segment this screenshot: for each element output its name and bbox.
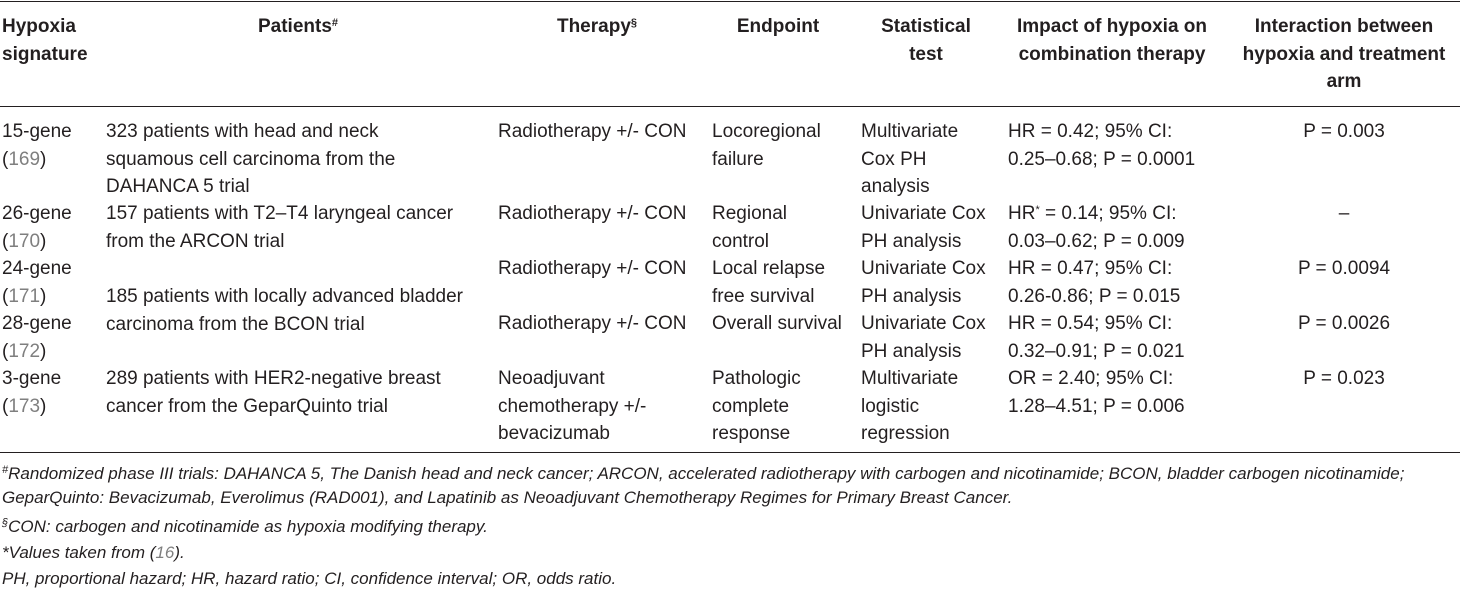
therapy-line: bevacizumab: [498, 423, 610, 444]
table-row-1-patients: [106, 118, 494, 201]
test-line: Cox PH: [861, 148, 927, 170]
header-interaction-line2: hypoxia and treatment: [1242, 43, 1446, 65]
interaction-value: –: [1338, 203, 1350, 224]
header-impact-line1: Impact of hypoxia on: [1016, 16, 1208, 37]
table-row-3-impact: [1008, 255, 1228, 310]
footnote-text: CON: carbogen and nicotinamide as hypoxia modifying therapy.: [8, 517, 488, 536]
signature-ref: (173): [2, 395, 47, 417]
table-row-4-therapy: [498, 310, 704, 338]
signature-ref-link[interactable]: 172: [8, 340, 41, 362]
table-bottom-rule: [0, 452, 1460, 453]
endpoint-line: failure: [712, 148, 764, 170]
endpoint-line: complete: [712, 395, 790, 417]
patients-line: cancer from the GeparQuinto trial: [106, 395, 388, 417]
table-row-5-endpoint: [712, 365, 854, 448]
table-row-5-interaction: [1228, 365, 1460, 393]
patients-line: DAHANCA 5 trial: [106, 176, 250, 197]
table-row-5-test: [861, 365, 1001, 448]
table-row-2-interaction: [1228, 200, 1460, 228]
patients-line: from the ARCON trial: [106, 230, 285, 252]
table-row-2-therapy: [498, 200, 704, 228]
footnote-values: [2, 541, 1458, 565]
test-line: logistic: [861, 395, 920, 417]
therapy-line: Radiotherapy +/- CON: [498, 258, 687, 279]
footnote-abbreviations: [2, 567, 1458, 591]
endpoint-line: Regional: [712, 203, 787, 224]
header-patients: [106, 13, 490, 41]
table-header-rule: [0, 106, 1460, 107]
endpoint-line: Overall survival: [712, 313, 842, 334]
table-row-1-test: [861, 118, 1001, 201]
table-row-1-interaction: [1228, 118, 1460, 146]
test-line: PH analysis: [861, 285, 962, 307]
impact-line: 0.03–0.62; P = 0.009: [1008, 230, 1185, 252]
therapy-line: chemotherapy +/-: [498, 395, 647, 417]
interaction-value: P = 0.003: [1303, 121, 1385, 142]
impact-line: HR = 0.47; 95% CI:: [1008, 258, 1173, 279]
patients-line: 157 patients with T2–T4 laryngeal cancer: [106, 203, 454, 224]
header-endpoint: [706, 13, 850, 41]
footnote-con: [2, 515, 1458, 539]
footnote-text: ).: [174, 543, 185, 562]
footnote-line: [2, 462, 1458, 486]
impact-line: OR = 2.40; 95% CI:: [1008, 368, 1174, 389]
header-therapy-label: Therapy: [556, 16, 631, 37]
signature-label: 3-gene: [2, 368, 62, 389]
signature-label: 15-gene: [2, 121, 72, 142]
test-line: Multivariate: [861, 121, 959, 142]
table-row-3-endpoint: [712, 255, 854, 310]
test-line: Multivariate: [861, 368, 959, 389]
table-row-2-patients: [106, 200, 494, 255]
table-top-rule: [0, 1, 1460, 2]
patients-line: squamous cell carcinoma from the: [106, 148, 396, 170]
impact-line: 0.26-0.86; P = 0.015: [1008, 285, 1181, 307]
header-patients-mark: #: [331, 17, 339, 29]
signature-label: 26-gene: [2, 203, 72, 224]
table-row-1-impact: [1008, 118, 1228, 173]
table-row-3-test: [861, 255, 1001, 310]
header-interaction: [1228, 13, 1460, 96]
test-line: regression: [861, 423, 950, 444]
header-test-line2: test: [909, 43, 943, 65]
table-row-2-signature: [2, 200, 102, 255]
patients-line: 289 patients with HER2-negative breast: [106, 368, 441, 389]
table-row-5-patients: [106, 365, 494, 420]
endpoint-line: response: [712, 423, 791, 444]
therapy-line: Radiotherapy +/- CON: [498, 203, 687, 224]
impact-line: 0.32–0.91; P = 0.021: [1008, 340, 1185, 362]
impact-line-rest: = 0.14; 95% CI:: [1039, 203, 1177, 224]
endpoint-line: Pathologic: [712, 368, 801, 389]
impact-line: 0.25–0.68; P = 0.0001: [1008, 148, 1196, 170]
header-therapy-mark: §: [630, 17, 638, 29]
table-row-1-endpoint: [712, 118, 854, 173]
test-line: Univariate Cox: [861, 258, 986, 279]
footnote-ref-link[interactable]: 16: [155, 543, 175, 562]
header-endpoint-label: Endpoint: [736, 16, 820, 37]
table-row-3-therapy: [498, 255, 704, 283]
footnote-line: GeparQuinto: Bevacizumab, Everolimus (RAD001), and Lapatinib as Neoadjuvant Chemotherapy Regimes for Primary Breast Cancer.: [2, 488, 1013, 507]
signature-ref-link[interactable]: 173: [8, 395, 41, 417]
endpoint-line: Local relapse: [712, 258, 826, 279]
footnote-text: *Values taken from (: [2, 543, 156, 562]
patients-line: 185 patients with locally advanced bladder: [106, 286, 464, 307]
table-row-3-patients: [106, 283, 494, 338]
header-therapy: [498, 13, 696, 41]
impact-line: [1008, 200, 1228, 228]
test-line: PH analysis: [861, 230, 962, 252]
table-row-3-signature: [2, 255, 102, 310]
header-patients-label: Patients: [257, 16, 332, 37]
endpoint-line: free survival: [712, 285, 815, 307]
impact-line: HR = 0.54; 95% CI:: [1008, 313, 1173, 334]
footnote-text: Randomized phase III trials: DAHANCA 5, The Danish head and neck cancer; ARCON, accelerated radiotherapy with carbogen and nicotinamide; BCON, bladder carbogen nicotinamide;: [8, 464, 1405, 483]
table-row-4-impact: [1008, 310, 1228, 365]
header-signature: [2, 13, 102, 68]
therapy-line: Neoadjuvant: [498, 368, 605, 389]
table-row-3-interaction: [1228, 255, 1460, 283]
signature-ref-link[interactable]: 170: [8, 230, 41, 252]
signature-label: 24-gene: [2, 258, 72, 279]
footnote-trials: [2, 462, 1458, 510]
test-line: PH analysis: [861, 340, 962, 362]
header-interaction-line1: Interaction between: [1254, 16, 1434, 37]
header-test: [856, 13, 996, 68]
table-row-2-endpoint: [712, 200, 854, 255]
header-signature-line1: Hypoxia: [2, 16, 76, 37]
signature-label: 28-gene: [2, 313, 72, 334]
table-row-5-therapy: [498, 365, 704, 448]
patients-line: carcinoma from the BCON trial: [106, 313, 365, 335]
table-row-4-interaction: [1228, 310, 1460, 338]
footnote-mark: #: [2, 464, 9, 476]
header-impact: [1002, 13, 1222, 68]
table-row-4-test: [861, 310, 1001, 365]
patients-line: 323 patients with head and neck: [106, 121, 379, 142]
header-test-line1: Statistical: [881, 16, 971, 37]
impact-hr-label: HR: [1008, 203, 1036, 224]
table-row-5-signature: [2, 365, 102, 420]
signature-ref: (171): [2, 285, 47, 307]
table-row-5-impact: [1008, 365, 1228, 420]
header-impact-line2: combination therapy: [1018, 43, 1206, 65]
endpoint-line: control: [712, 230, 770, 252]
table-row-2-impact: [1008, 200, 1228, 255]
impact-line: HR = 0.42; 95% CI:: [1008, 121, 1173, 142]
interaction-value: P = 0.0026: [1297, 313, 1391, 334]
table-row-1-signature: [2, 118, 102, 173]
test-line: Univariate Cox: [861, 313, 986, 334]
footnote-mark: §: [2, 517, 9, 529]
header-signature-line2: signature: [2, 43, 88, 65]
signature-ref: (170): [2, 230, 47, 252]
interaction-value: P = 0.023: [1303, 368, 1385, 389]
signature-ref: (169): [2, 148, 47, 170]
endpoint-line: Locoregional: [712, 121, 821, 142]
therapy-line: Radiotherapy +/- CON: [498, 313, 687, 334]
interaction-value: P = 0.0094: [1297, 258, 1391, 279]
signature-ref: (172): [2, 340, 47, 362]
table-row-1-therapy: [498, 118, 704, 146]
signature-ref-link[interactable]: 171: [8, 285, 41, 307]
test-line: analysis: [861, 176, 930, 197]
impact-line: 1.28–4.51; P = 0.006: [1008, 395, 1185, 417]
test-line: Univariate Cox: [861, 203, 986, 224]
signature-ref-link[interactable]: 169: [8, 148, 41, 170]
impact-footnote-mark: *: [1035, 204, 1040, 216]
footnote-text: PH, proportional hazard; HR, hazard ratio; CI, confidence interval; OR, odds ratio.: [2, 569, 617, 588]
table-row-2-test: [861, 200, 1001, 255]
table-row-4-endpoint: [712, 310, 854, 338]
table-row-4-signature: [2, 310, 102, 365]
therapy-line: Radiotherapy +/- CON: [498, 121, 687, 142]
header-interaction-line3: arm: [1326, 71, 1362, 92]
